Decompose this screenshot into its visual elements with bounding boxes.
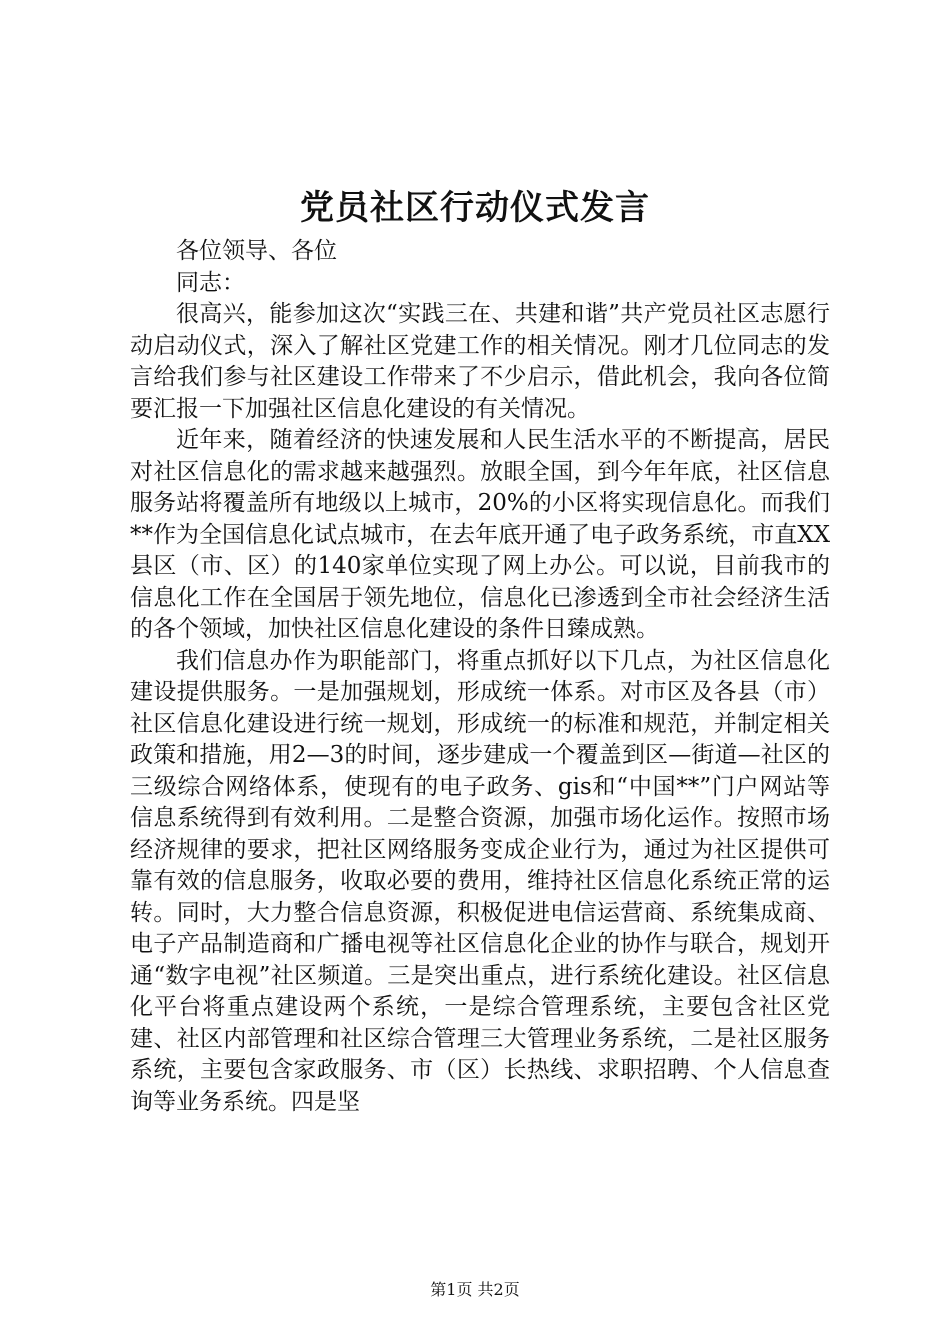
document-body <box>130 236 830 1118</box>
paragraph-2: 近年来，随着经济的快速发展和人民生活水平的不断提高，居民对社区信息化的需求越来越强烈。放眼全国，到今年年底，社区信息服务站将覆盖所有地级以上城市，20%的小区将实现信息化。而我们**作为全国信息化试点城市，在去年底开通了电子政务系统，市直XX县区（市、区）的140家单位实现了网上办公。可以说，目前我市的信息化工作在全国居于领先地位，信息化已渗透到全市社会经济生活的各个领域，加快社区信息化建设的条件日臻成熟。 <box>130 427 830 642</box>
greeting-line-2: 同志： <box>176 269 245 296</box>
paragraph-1: 很高兴，能参加这次“实践三在、共建和谐”共产党员社区志愿行动启动仪式，深入了解社区党建工作的相关情况。刚才几位同志的发言给我们参与社区建设工作带来了不少启示，借此机会，我向各位简要汇报一下加强社区信息化建设的有关情况。 <box>130 301 830 422</box>
greeting-line-1: 各位领导、各位 <box>176 238 337 264</box>
paragraph-3: 我们信息办作为职能部门，将重点抓好以下几点，为社区信息化建设提供服务。一是加强规划，形成统一体系。对市区及各县（市）社区信息化建设进行统一规划，形成统一的标准和规范，并制定相关政策和措施，用2—3的时间，逐步建成一个覆盖到区—街道—社区的三级综合网络体系，使现有的电子政务、gis和“中国**”门户网站等信息系统得到有效利用。二是整合资源，加强市场化运作。按照市场经济规律的要求，把社区网络服务变成企业行为，通过为社区提供可靠有效的信息服务，收取必要的费用，维持社区信息化系统正常的运转。同时，大力整合信息资源，积极促进电信运营商、系统集成商、电子产品制造商和广播电视等社区信息化企业的协作与联合，规划开通“数字电视”社区频道。三是突出重点，进行系统化建设。社区信息化平台将重点建设两个系统，一是综合管理系统，主要包含社区党建、社区内部管理和社区综合管理三大管理业务系统，二是社区服务系统，主要包含家政服务、市（区）长热线、求职招聘、个人信息查询等业务系统。四是坚 <box>130 647 830 1115</box>
document-title: 党员社区行动仪式发言 <box>300 188 650 228</box>
page-footer: 第1页 共2页 <box>430 1280 520 1299</box>
